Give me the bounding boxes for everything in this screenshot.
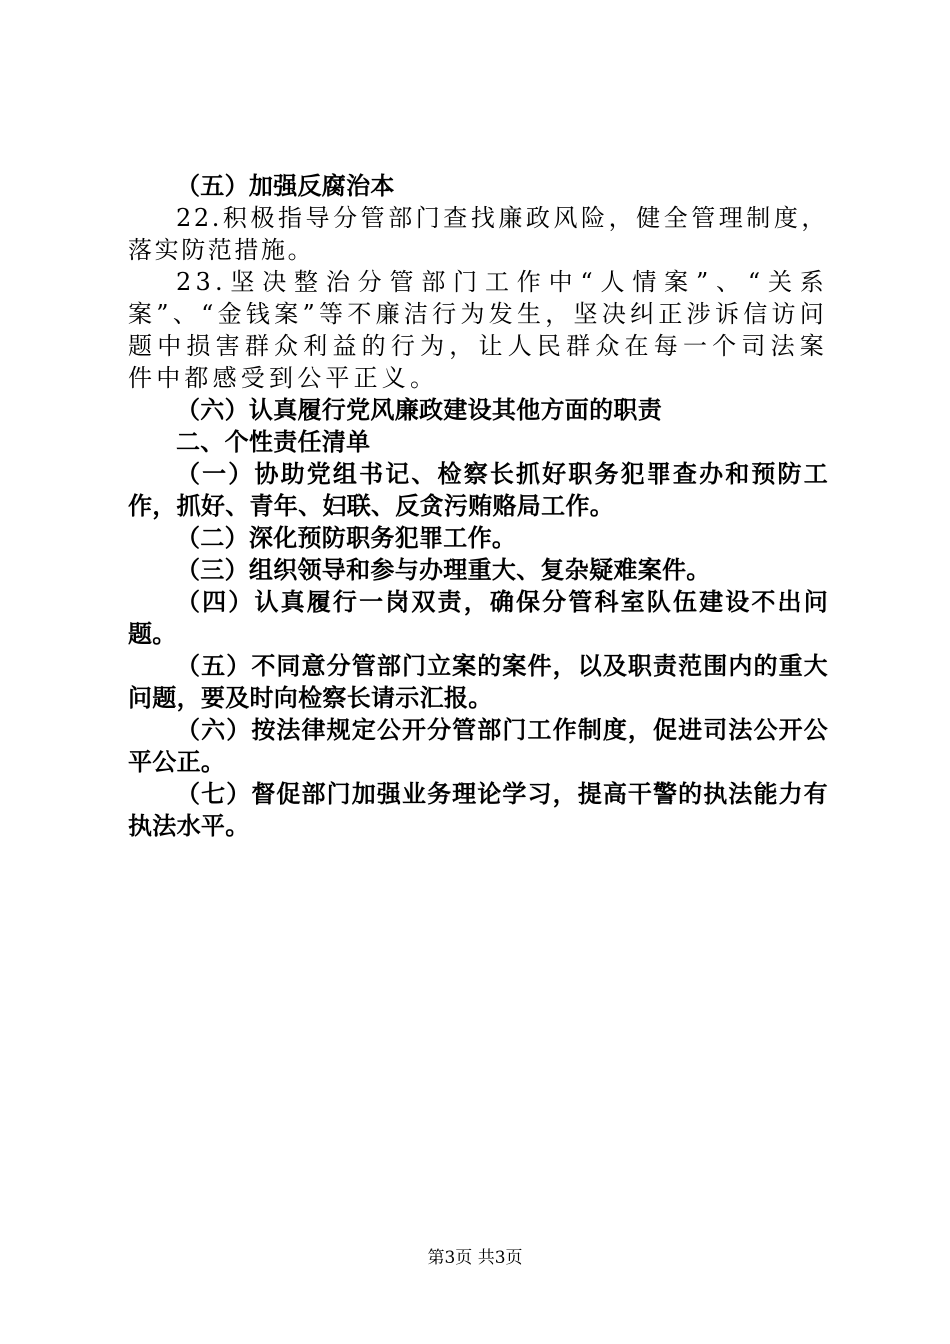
page-footer: 第3页 共3页 (427, 1248, 523, 1268)
section-heading: （五）加强反腐治本 (176, 172, 395, 200)
list-item: （五）不同意分管部门立案的案件，以及职责范围内的重大问题，要及时向检察长请示汇报。 (128, 652, 828, 712)
list-item: （七）督促部门加强业务理论学习，提高干警的执法能力有执法水平。 (128, 780, 828, 840)
list-item: （一）协助党组书记、检察长抓好职务犯罪查办和预防工作，抓好、青年、妇联、反贪污贿赂局工作。 (128, 460, 828, 520)
paragraph: 22.积极指导分管部门查找廉政风险，健全管理制度，落实防范措施。 (128, 204, 828, 264)
list-item: （四）认真履行一岗双责，确保分管科室队伍建设不出问题。 (128, 588, 828, 648)
list-item: （三）组织领导和参与办理重大、复杂疑难案件。 (176, 556, 711, 584)
list-item: （六）按法律规定公开分管部门工作制度，促进司法公开公平公正。 (128, 716, 828, 776)
list-item: （二）深化预防职务犯罪工作。 (176, 524, 517, 552)
section-heading: （六）认真履行党风廉政建设其他方面的职责 (176, 396, 662, 424)
section-heading: 二、个性责任清单 (176, 428, 371, 456)
paragraph: 23.坚决整治分管部门工作中“人情案”、“关系案”、“金钱案”等不廉洁行为发生，坚决纠正涉诉信访问题中损害群众利益的行为，让人民群众在每一个司法案件中都感受到公平正义。 (128, 268, 828, 392)
document-body (128, 170, 828, 842)
